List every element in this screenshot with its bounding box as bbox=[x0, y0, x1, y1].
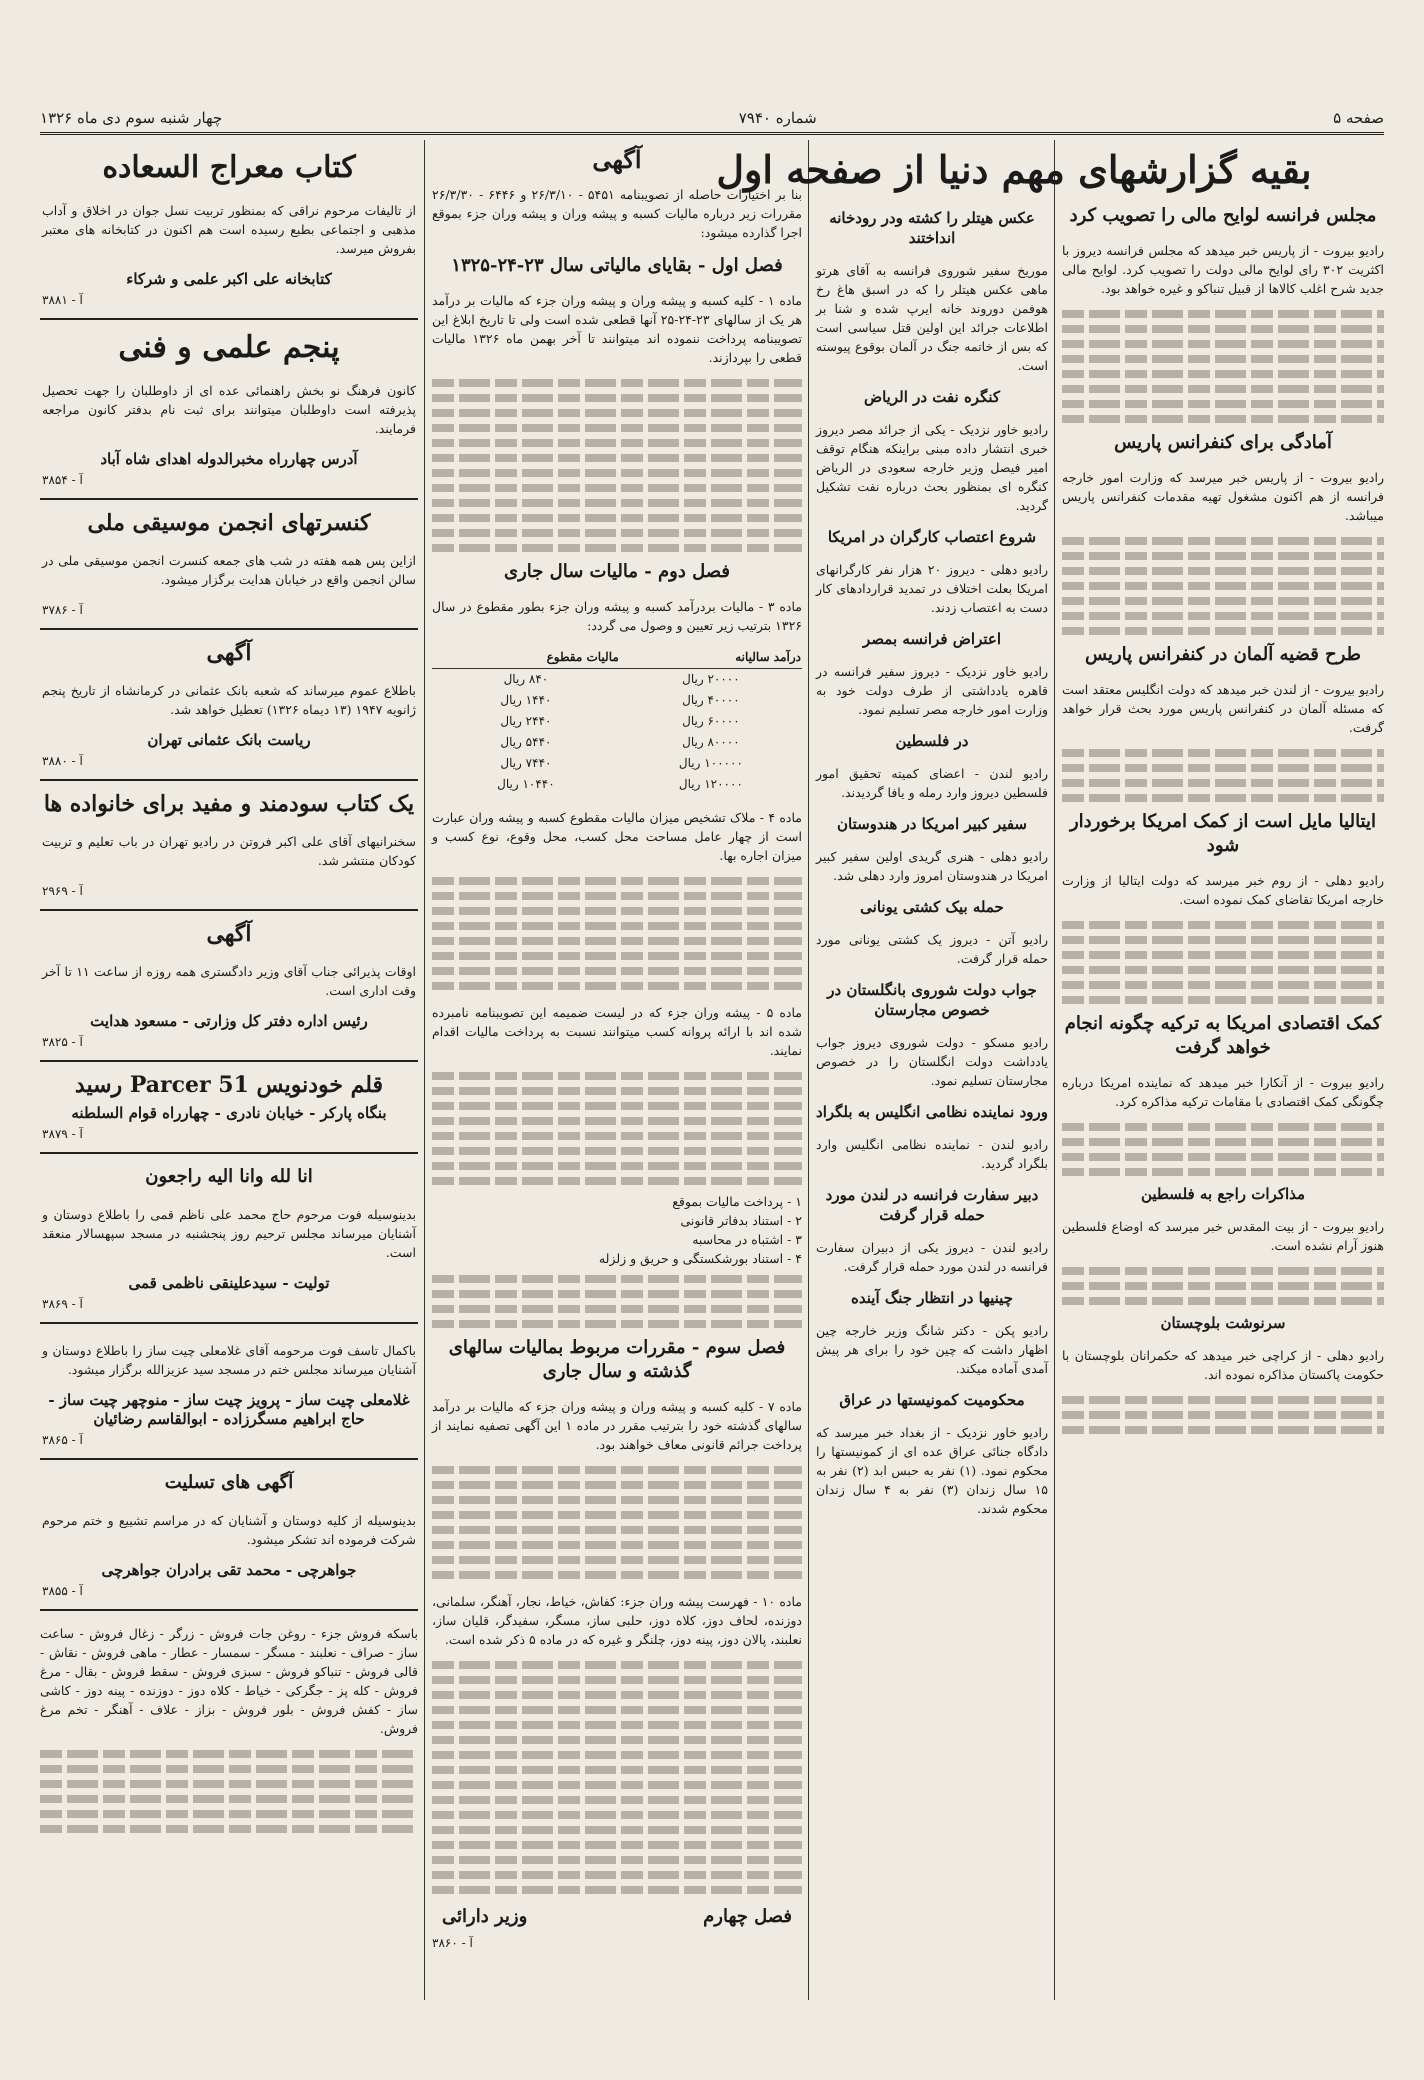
section-body: ماده ۱ - کلیه کسبه و پیشه وران و پیشه وران جزء که مالیات بر درآمد هر یک از سالهای ۲۳-۲۴-۲۵ آنها قطعی شده است ولی تا تاریخ ابلاغ این تصویبنامه پرداخت ننموده اند میتوانند تا آخر بهمن ماه ۱۳۲۶ مالیات قطعی را بپردازند. bbox=[432, 292, 802, 365]
news-body: موریخ سفیر شوروی فرانسه به آقای هرتو ماهی عکس هیتلر را که در اسبق هاغ رخ هوفمن دوروند خانه ایرپ شده و شنا بر اطلاعات جرائد این اولین قتل سیاسی است که بس از خاتمه جنگ در آلمان بوقوع پیوسته است. bbox=[816, 262, 1048, 373]
news-body: رادیو خاور نزدیک - یکی از جرائد مصر دیروز خبری انتشار داده مبنی براینکه هنگام توقف امیر فیصل وزیر خارجه سعودی در الریاض کنگره ای بمنظور بحث درباره نفت تشکیل گردید. bbox=[816, 421, 1048, 513]
table-header: درآمد سالیانه bbox=[620, 647, 802, 669]
ad-body: سخنرانیهای آقای علی اکبر فروتن در رادیو تهران در باب تعلیم و تربیت کودکان منتشر شد. bbox=[42, 833, 416, 868]
ad-signature: آدرس چهارراه مخبرالدوله اهدای شاه آباد bbox=[100, 450, 358, 468]
ad-body: از تالیفات مرحوم نراقی که بمنظور تربیت نسل جوان در اخلاق و آداب مذهبی و اجتماعی بطبع رسیده است هم اکنون در کتابخانه های معتبر بفروش میرسد. bbox=[42, 202, 416, 256]
ad-body: اوقات پذیرائی جناب آقای وزیر دادگستری همه روزه از ساعت ۱۱ تا آخر وقت اداری است. bbox=[42, 963, 416, 998]
section-body: ماده ۵ - پیشه وران جزء که در لیست ضمیمه این تصویبنامه نامبرده شده اند با ارائه پروانه کسب میتوانند نسبت به پرداخت مالیات اقدام نمایند. bbox=[432, 1004, 803, 1058]
news-body: رادیو خاور نزدیک - دیروز سفیر فرانسه در قاهره یادداشتی از طرف دولت خود به وزارت امور خارجه مصر تسلیم نمود. bbox=[816, 663, 1048, 717]
news-body: رادیو دهلی - از روم خبر میرسد که دولت ایتالیا از وزارت خارجه امریکا تقاضای کمک نموده است. bbox=[1062, 872, 1384, 907]
table-row bbox=[432, 711, 802, 732]
tax-table bbox=[432, 647, 802, 795]
tax-cell: ۵۴۴۰ ریال bbox=[500, 735, 552, 749]
news-body: رادیو آتن - دیروز یک کشتی یونانی مورد حمله قرار گرفت. bbox=[816, 931, 1048, 966]
ad-code: آ - ۳۷۸۶ bbox=[42, 603, 83, 617]
ad-signature: ریاست بانک عثمانی تهران bbox=[147, 731, 311, 749]
tax-cell: ۸۴۰ ریال bbox=[503, 672, 549, 686]
table-header: مالیات مقطوع bbox=[432, 647, 620, 669]
ad-body: بدینوسیله از کلیه دوستان و آشنایان که در مراسم تشییع و ختم مرحوم شرکت فرموده اند تشکر میشود. bbox=[42, 1512, 416, 1547]
ad-block bbox=[40, 1460, 418, 1611]
news-body: رادیو لندن - نماینده نظامی انگلیس وارد بلگراد گردید. bbox=[816, 1136, 1048, 1171]
page-header bbox=[40, 104, 1384, 135]
news-headline: مذاکرات راجع به فلسطین bbox=[1140, 1185, 1306, 1203]
news-headline: در فلسطین bbox=[895, 732, 969, 750]
trade-list: باسکه فروش جزء - روغن جات فروش - زرگر - زغال فروش - ساعت ساز - صراف - نعلبند - مسگر - سمسار - عطار - ماهی فروش - نقاش - قالی فروش - تنباکو فروش - سبزی فروش - سقط فروش - بقال - مرغ فروش - کله پز - جگرکی - خیاط - کلاه دوز - دوزنده - پینه دوز - کاشی ساز - کفش فروش - بلور فروش - بزاز - علاف - آهنگر - تخم مرغ فروش. bbox=[40, 1625, 418, 1736]
column-rule bbox=[808, 140, 809, 2000]
news-headline: سرنوشت بلوچستان bbox=[1160, 1314, 1286, 1332]
section-body: ماده ۷ - کلیه کسبه و پیشه وران و پیشه وران جزء که مالیات بر درآمد سالهای گذشته خود را بترتیب مقرر در ماده ۱ این آگهی تصفیه نمایند از پرداخت جرائم قانونی معاف خواهند بود. bbox=[432, 1398, 802, 1452]
ad-block bbox=[40, 1062, 418, 1154]
ad-title: کتاب معراج السعاده bbox=[102, 150, 356, 185]
news-body: رادیو پکن - دکتر شانگ وزیر خارجه چین اظهار داشت که چین خود را برای هر پیش آمدی آماده میکند. bbox=[816, 1322, 1048, 1376]
list-item: ۱ - پرداخت مالیات بموقع bbox=[672, 1194, 802, 1209]
ad-title: آگهی bbox=[206, 921, 252, 947]
news-body: رادیو بیروت - از پاریس خبر میرسد که وزارت امور خارجه فرانسه از هم اکنون مشغول تهیه مقدمات کنفرانس پاریس میباشد. bbox=[1062, 469, 1384, 523]
news-headline: مجلس فرانسه لوایح مالی را تصویب کرد bbox=[1069, 205, 1377, 226]
news-body: رادیو بیروت - از بیت المقدس خبر میرسد که اوضاع فلسطین هنوز آرام نشده است. bbox=[1062, 1218, 1384, 1253]
section-body: ماده ۳ - مالیات بردرآمد کسبه و پیشه وران جزء بطور مقطوع در سال ۱۳۲۶ بترتیب زیر تعیین و وصول می گردد: bbox=[432, 598, 802, 633]
notice-intro: بنا بر اختیارات حاصله از تصویبنامه ۵۴۵۱ - ۲۶/۳/۱۰ و ۶۴۴۶ - ۲۶/۳/۳۰ مقررات زیر درباره مالیات کسبه و پیشه وران و پیشه وران جزء بموقع اجرا گذارده میشود: bbox=[432, 186, 803, 240]
ad-signature: غلامعلی چیت ساز - پرویز چیت ساز - منوچهر چیت ساز - حاج ابراهیم مسگرزاده - ابوالقاسم رضائیان bbox=[48, 1391, 410, 1428]
notice-section-label: فصل چهارم bbox=[703, 1906, 792, 1927]
list-item: ۴ - استناد بورشکستگی و حریق و زلزله bbox=[598, 1251, 802, 1266]
tax-cell: ۲۴۴۰ ریال bbox=[500, 714, 552, 728]
news-body: رادیو بیروت - از پاریس خبر میدهد که مجلس فرانسه دیروز با اکثریت ۳۰۲ رای لوایح مالی دولت را تصویب کرد. لوایح مالی جدید شرح اغلب کالاها از قبیل تنباکو و غیره خواهد بود. bbox=[1062, 242, 1384, 296]
table-row bbox=[432, 753, 802, 774]
tax-cell: ۱۰۴۴۰ ریال bbox=[497, 777, 555, 791]
news-headline: ایتالیا مایل است از کمک امریکا برخوردار شود bbox=[1069, 811, 1376, 856]
ad-body: بدینوسیله فوت مرحوم حاج محمد علی ناظم قمی را باطلاع دوستان و آشنایان میرساند مجلس ترحیم روز پنجشنبه در مسجد سپهسالار منعقد است. bbox=[42, 1206, 416, 1260]
table-row bbox=[432, 774, 802, 795]
main-headline: بقیه گزارشهای مهم دنیا از صفحه اول bbox=[716, 147, 1312, 192]
ad-title: آگهی های تسلیت bbox=[164, 1472, 294, 1493]
column-rule bbox=[424, 140, 425, 2000]
ad-block bbox=[40, 1324, 418, 1460]
news-headline: سفیر کبیر امریکا در هندوستان bbox=[837, 815, 1027, 833]
ad-code: آ - ۳۸۶۰ bbox=[432, 1936, 473, 1950]
section-heading: فصل دوم - مالیات سال جاری bbox=[503, 561, 730, 582]
news-body: رادیو لندن - اعضای کمیته تحقیق امور فلسطین دیروز وارد رمله و یافا گردیدند. bbox=[816, 765, 1048, 800]
ad-block bbox=[40, 140, 418, 320]
news-body: رادیو بیروت - از آنکارا خبر میدهد که نماینده امریکا درباره چگونگی کمک اقتصادی با مقامات ترکیه مذاکره کرد. bbox=[1062, 1074, 1384, 1109]
ad-signature: کتابخانه علی اکبر علمی و شرکاء bbox=[126, 270, 332, 288]
ad-block bbox=[40, 500, 418, 630]
notice-signature: وزیر دارائی bbox=[442, 1906, 528, 1927]
news-body: رادیو مسکو - دولت شوروی دیروز جواب یادداشت دولت انگلستان را در خصوص مجارستان تسلیم نمود. bbox=[816, 1034, 1048, 1088]
news-body: رادیو دهلی - هنری گریدی اولین سفیر کبیر امریکا در هندوستان امروز وارد دهلی شد. bbox=[816, 848, 1048, 883]
ad-block bbox=[40, 630, 418, 781]
news-headline: دبیر سفارت فرانسه در لندن مورد حمله قرار گرفت bbox=[825, 1186, 1039, 1224]
tax-cell: ۱۴۴۰ ریال bbox=[500, 693, 552, 707]
news-headline: عکس هیتلر را کشته ودر رودخانه انداختند bbox=[829, 209, 1035, 247]
news-body: رادیو دهلی - دیروز ۲۰ هزار نفر کارگرانهای امریکا بعلت اختلاف در تمدید قراردادهای کار دست به اعتصاب زدند. bbox=[816, 561, 1048, 615]
ad-signature: تولیت - سیدعلینقی ناظمی قمی bbox=[128, 1274, 330, 1292]
section-heading: فصل سوم - مقررات مربوط بمالیات سالهای گذشته و سال جاری bbox=[448, 1337, 786, 1382]
news-headline: حمله بیک کشتی یونانی bbox=[860, 898, 1004, 916]
ad-block bbox=[40, 781, 418, 911]
ad-code: آ - ۲۹۶۹ bbox=[42, 884, 83, 898]
income-cell: ۸۰۰۰۰ ریال bbox=[682, 735, 740, 749]
ad-block bbox=[40, 911, 418, 1062]
ad-code: آ - ۳۸۲۵ bbox=[42, 1035, 83, 1049]
ad-signature: جواهرچی - محمد تقی برادران جواهرچی bbox=[101, 1561, 357, 1579]
list-item: ۲ - استناد بدفاتر قانونی bbox=[680, 1213, 802, 1228]
news-body: رادیو بیروت - از لندن خبر میدهد که دولت انگلیس معتقد است که مسئله آلمان در کنفرانس پاریس مورد بحث قرار خواهد گرفت. bbox=[1062, 681, 1384, 735]
news-headline: شروع اعتصاب کارگران در امریکا bbox=[827, 528, 1037, 546]
ad-block bbox=[40, 1154, 418, 1324]
news-headline: محکومیت کمونیستها در عراق bbox=[839, 1391, 1025, 1409]
ad-signature: رئیس اداره دفتر کل وزارتی - مسعود هدایت bbox=[90, 1012, 368, 1030]
ad-body: باکمال تاسف فوت مرحومه آقای غلامعلی چیت ساز را باطلاع دوستان و آشنایان میرساند مجلس ختم در مسجد سید عزیزالله برگزار میشود. bbox=[42, 1342, 416, 1377]
ad-block bbox=[40, 320, 418, 500]
news-headline: چینیها در انتظار جنگ آینده bbox=[851, 1289, 1013, 1307]
section-body: ماده ۱۰ - فهرست پیشه وران جزء: کفاش، خیاط، نجار، آهنگر، سلمانی، دوزنده، لحاف دوز، کلاه دوز، حلبی ساز، مسگر، سفیدگر، قلیان ساز، نعلبند، پالان دوز، پینه دوز، چلنگر و غیره که در ماده ۵ ذکر شده است. bbox=[432, 1593, 803, 1647]
notice-footer bbox=[432, 1901, 802, 1932]
news-body: رادیو لندن - دیروز یکی از دبیران سفارت فرانسه در لندن مورد حمله قرار گرفت. bbox=[816, 1239, 1048, 1274]
income-cell: ۲۰۰۰۰ ریال bbox=[682, 672, 740, 686]
ad-code: آ - ۳۸۵۵ bbox=[42, 1584, 83, 1598]
ads-column bbox=[40, 140, 418, 2020]
issue-date: چهار شنبه سوم دی ماه ۱۳۲۶ bbox=[40, 109, 223, 127]
ad-code: آ - ۳۸۸۰ bbox=[42, 754, 83, 768]
income-cell: ۴۰۰۰۰ ریال bbox=[682, 693, 740, 707]
news-headline: طرح قضیه آلمان در کنفرانس پاریس bbox=[1085, 644, 1361, 665]
income-cell: ۱۰۰۰۰۰ ریال bbox=[678, 756, 743, 770]
news-headline: آمادگی برای کنفرانس پاریس bbox=[1114, 432, 1332, 453]
ad-code: آ - ۳۸۸۱ bbox=[42, 293, 83, 307]
section-body: ماده ۴ - ملاک تشخیص میزان مالیات مقطوع کسبه و پیشه وران عبارت است از چهار عامل مساحت محل کسب، محل وقوع، نوع کسب و میزان اجاره بها. bbox=[432, 809, 802, 863]
table-row bbox=[432, 690, 802, 711]
table-row bbox=[432, 669, 802, 691]
ad-body: کانون فرهنگ نو بخش راهنمائی عده ای از داوطلبان را جهت تحصیل پذیرفته است داوطلبان میتوانند برای ثبت نام بدفتر کانون مراجعه فرمایند. bbox=[42, 382, 416, 436]
news-body: رادیو دهلی - از کراچی خبر میدهد که حکمرانان بلوچستان با حکومت پاکستان مذاکره نموده اند. bbox=[1062, 1347, 1384, 1382]
list-item: ۳ - اشتباه در محاسبه bbox=[692, 1232, 802, 1247]
ad-title: آگهی bbox=[206, 640, 252, 666]
ad-code: آ - ۳۸۶۵ bbox=[42, 1433, 83, 1447]
column-rule bbox=[1054, 140, 1055, 2000]
paper-number: شماره ۷۹۴۰ bbox=[738, 109, 817, 127]
income-cell: ۱۲۰۰۰۰ ریال bbox=[678, 777, 743, 791]
ad-code: آ - ۳۸۵۴ bbox=[42, 473, 83, 487]
news-headline: اعتراض فرانسه بمصر bbox=[862, 630, 1001, 648]
ad-code: آ - ۳۸۷۹ bbox=[42, 1127, 83, 1141]
page-number: صفحه ۵ bbox=[1333, 109, 1384, 127]
ad-code: آ - ۳۸۶۹ bbox=[42, 1297, 83, 1311]
news-headline: کنگره نفت در الریاض bbox=[863, 388, 1001, 406]
ad-title: پنجم علمی و فنی bbox=[118, 330, 340, 365]
tax-notice bbox=[432, 140, 802, 2020]
notice-title: آگهی bbox=[592, 145, 642, 174]
ad-body: باطلاع عموم میرساند که شعبه بانک عثمانی در کرمانشاه از تاریخ پنجم ژانویه ۱۹۴۷ (۱۳ دیماه ۱۳۲۶) تعطیل خواهد شد. bbox=[42, 682, 416, 717]
ad-body: ازاین پس همه هفته در شب های جمعه کنسرت انجمن موسیقی ملی در سالن انجمن واقع در خیابان هدایت برگزار میشود. bbox=[42, 552, 416, 587]
news-headline: کمک اقتصادی امریکا به ترکیه چگونه انجام خواهد گرفت bbox=[1064, 1013, 1382, 1058]
income-cell: ۶۰۰۰۰ ریال bbox=[682, 714, 740, 728]
section-heading: فصل اول - بقایای مالیاتی سال ۲۳-۲۴-۱۳۲۵ bbox=[451, 255, 783, 276]
news-column-mid-right bbox=[816, 200, 1048, 2080]
news-body: رادیو خاور نزدیک - از بغداد خبر میرسد که دادگاه جنائی عراق عده ای از کمونیستها را محکوم نمود. (۱) نفر به حبس ابد (۲) نفر به ۱۵ سال زندان (۳) نفر به ۴ سال زندان محکوم شدند. bbox=[816, 1424, 1049, 1516]
news-headline: ورود نماینده نظامی انگلیس به بلگراد bbox=[816, 1103, 1048, 1121]
ad-body: بنگاه پارکر - خیابان نادری - چهارراه قوام السلطنه bbox=[71, 1104, 387, 1122]
ad-title: قلم خودنویس Parcer 51 رسید bbox=[74, 1072, 384, 1098]
ad-title: انا لله وانا الیه راجعون bbox=[145, 1166, 313, 1187]
ad-title: کنسرتهای انجمن موسیقی ملی bbox=[87, 510, 371, 536]
news-headline: جواب دولت شوروی بانگلستان در خصوص مجارستان bbox=[827, 981, 1037, 1019]
ad-title: یک کتاب سودمند و مفید برای خانواده ها bbox=[43, 791, 415, 817]
table-row bbox=[432, 732, 802, 753]
tax-cell: ۷۴۴۰ ریال bbox=[500, 756, 552, 770]
